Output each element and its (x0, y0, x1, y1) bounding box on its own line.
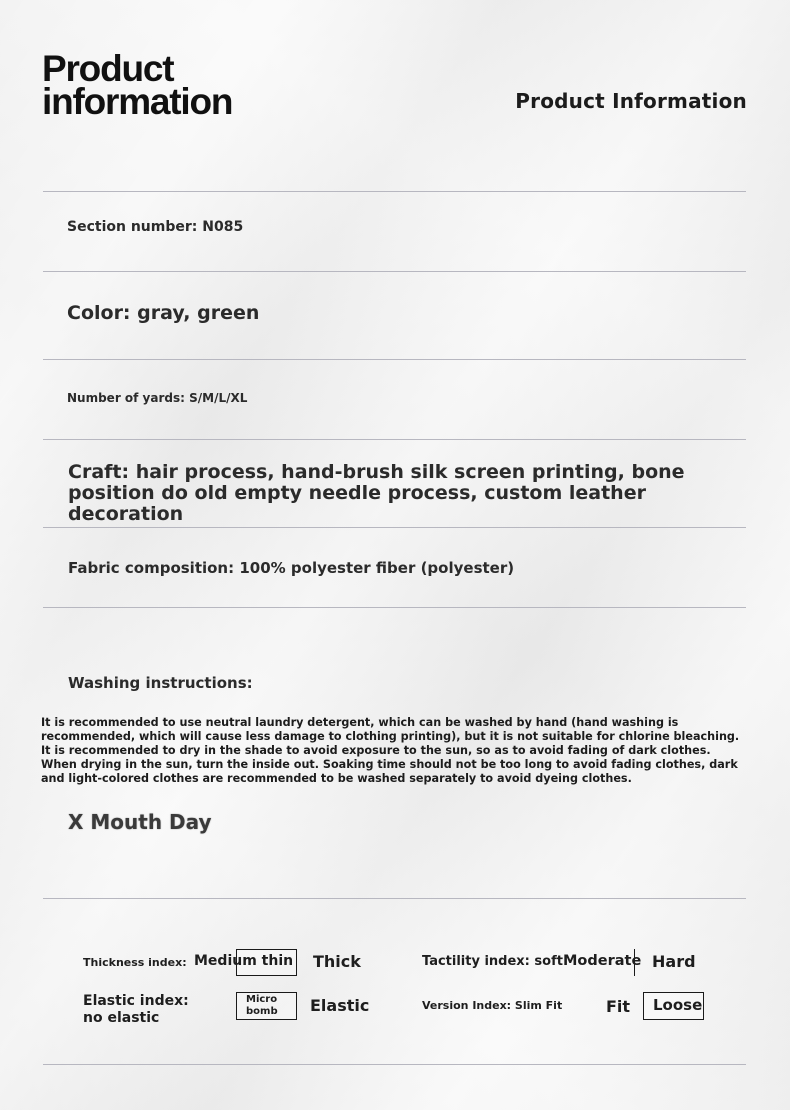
divider (43, 527, 746, 528)
elastic-label: Elastic index: no elastic (83, 993, 189, 1026)
craft-info: Craft: hair process, hand-brush silk screen printing, bone position do old empty needle process, custom leather decoration (68, 461, 685, 525)
divider (43, 607, 746, 608)
thickness-option-medium-thin: Medium thin (194, 953, 294, 969)
title-line-2: information (42, 81, 233, 122)
page-subtitle: Product Information (515, 89, 747, 113)
divider (43, 439, 746, 440)
color-info: Color: gray, green (67, 302, 260, 324)
tactility-label: Tactility index: soft (422, 954, 563, 969)
section-number: Section number: N085 (67, 219, 244, 235)
fabric-info: Fabric composition: 100% polyester fiber (polyester) (68, 559, 515, 577)
elastic-option-elastic: Elastic (310, 996, 370, 1015)
divider (43, 191, 746, 192)
brand-name: X Mouth Day (68, 810, 212, 834)
tactility-option-hard: Hard (652, 952, 696, 971)
title-line-1: Product (42, 48, 174, 89)
elastic-option-micro-bomb: Micro bomb (246, 994, 278, 1017)
sizes-info: Number of yards: S/M/L/XL (67, 391, 248, 405)
washing-instructions: It is recommended to use neutral laundry detergent, which can be washed by hand (hand washing is recommended, which will cause less damage to clothing printing), but it is not suitable for chlorine bleaching. It is recommended to dry in the shade to avoid exposure to the sun, so as to avoid fading of dark clothes. When drying in the sun, turn the inside out. Soaking time should not be too long to avoid fading clothes, dark and light-colored clothes are recommended to be washed separately to avoid dyeing clothes. (41, 716, 740, 785)
washing-title: Washing instructions: (68, 674, 253, 692)
divider (43, 359, 746, 360)
version-label: Version Index: Slim Fit (422, 999, 563, 1012)
thickness-option-thick: Thick (313, 952, 361, 971)
version-option-fit: Fit (606, 997, 631, 1016)
page-title (42, 48, 233, 122)
thickness-label: Thickness index: (83, 956, 187, 969)
divider (43, 898, 746, 899)
divider (43, 1064, 746, 1065)
version-option-loose: Loose (653, 996, 703, 1014)
divider (43, 271, 746, 272)
tactility-option-moderate: Moderate (563, 953, 642, 969)
